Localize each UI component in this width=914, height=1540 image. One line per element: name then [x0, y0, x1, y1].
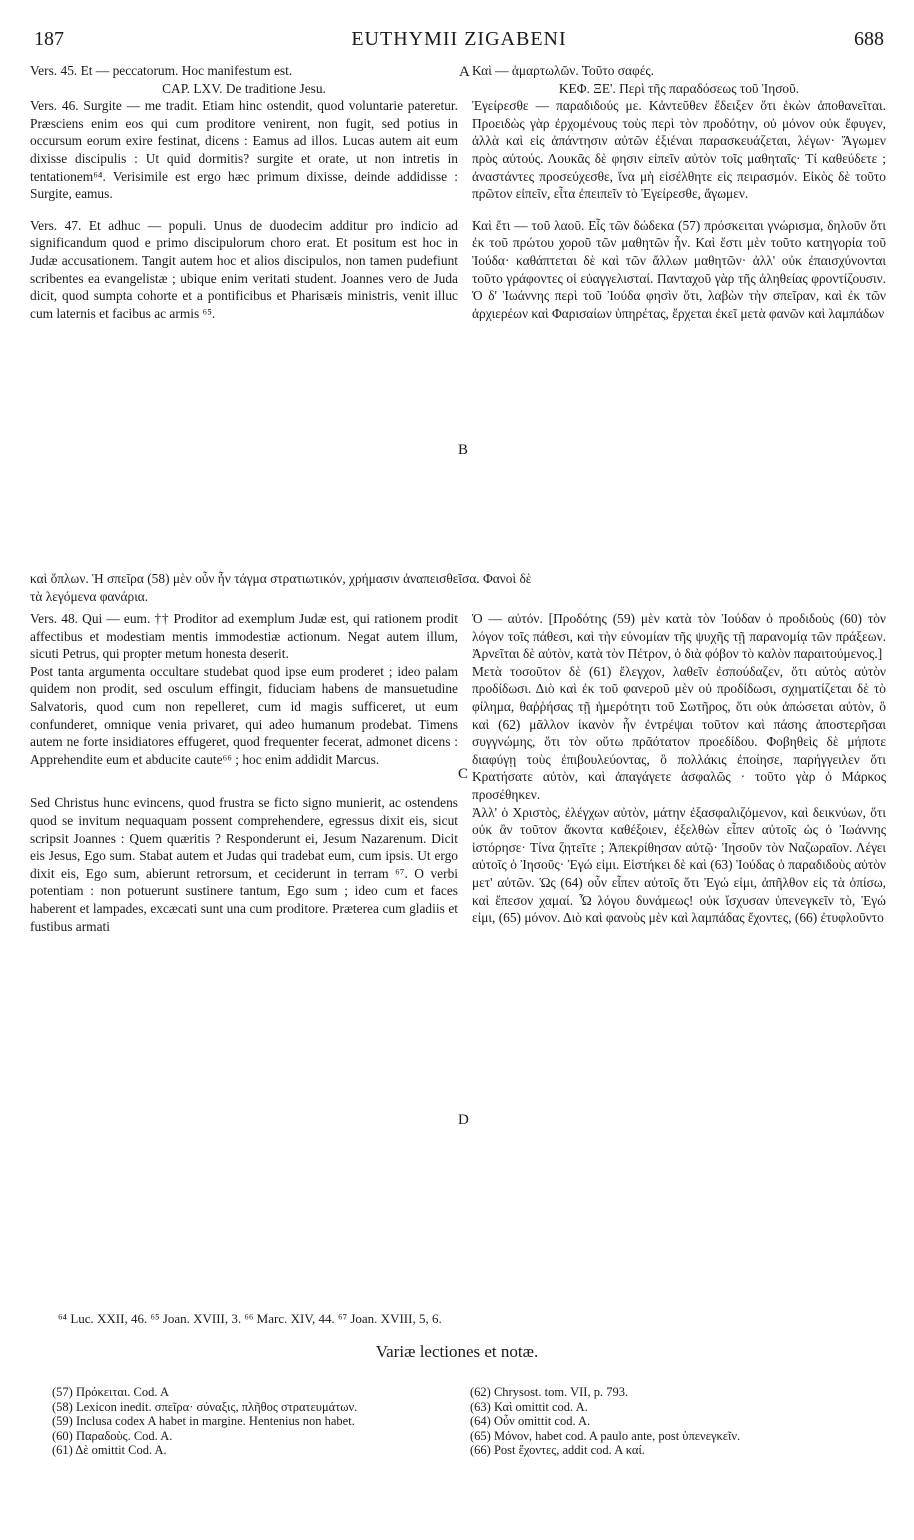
margin-marker-c: C — [458, 766, 469, 782]
spanning-line-2: τὰ λεγόμενα φανάρια. — [30, 589, 149, 604]
note-65: (65) Μόνον, habet cod. A paulo ante, post ὑπενεγκεῖν. — [470, 1428, 741, 1443]
page-number-right: 688 — [854, 28, 884, 50]
note-60: (60) Παραδοὺς. Cod. A. — [52, 1428, 173, 1443]
page-number-left: 187 — [34, 28, 64, 50]
latin-verse-48: Vers. 48. Qui — eum. †† Proditor ad exemplum Judæ est, qui rationem prodit affectibus et modestiam mentis immodestiæ actionum. Negat autem illum, sicuti Petrus, qui propter metum honesta deserit. — [30, 611, 458, 662]
latin-verse-45: Vers. 45. Et — peccatorum. Hoc manifestum est. — [30, 63, 293, 78]
latin-chapter-heading: CAP. LXV. De traditione Jesu. — [162, 80, 326, 96]
greek-verse-48: Ὁ — αὐτόν. [Προδότης (59) μὲν κατὰ τὸν Ἰούδαν ὁ προδιδοὺς (60) τὸν λόγον τοῖς πάθεσι, καὶ τὴν εὐνομίαν τῆς ψυχῆς τῇ παρανομίᾳ τῶν πράξεων. Ἀρνεῖται δὲ αὐτὸν, κατὰ τὸν Πέτρον, ὁ διὰ φόβον τὸ καλὸν παραιτούμενος.] — [472, 611, 886, 662]
greek-all-o-christos: Ἀλλ' ὁ Χριστὸς, ἐλέγχων αὐτὸν, μάτην ἐξασφαλιζόμενον, καὶ δεικνύων, ὅτι οὐκ ἂν τοῦτον ἄκοντα καθέξοιεν, ἐξελθὼν εἶπεν αὐτοῖς ὡς ὁ Ἰωάννης ἱστόρησε· Τίνα ζητεῖτε ; Ἀπεκρίθησαν αὐτῷ· Ἰησοῦν τὸν Ναζωραῖον. Λέγει αὐτοῖς ὁ Ἰησοῦς· Ἐγώ εἰμι. Εἱστήκει δὲ καὶ (63) Ἰούδας ὁ παραδιδοὺς αὐτὸν μετ' αὐτῶν. Ὡς (64) οὖν εἶπεν αὐτοῖς ὅτι Ἐγώ εἰμι, ἀπῆλθον εἰς τὰ ὀπίσω, καὶ ἔπεσον χαμαί. Ὦ λόγου δυνάμεως! οὐκ ἴσχυσαν ὑπενεγκεῖν τὸ, Ἐγώ εἰμι, (65) μόνον. Διὸ καὶ φανοὺς μὲν καὶ λαμπάδας ἔχοντες, (66) ἐτυφλοῦντο — [472, 804, 886, 926]
latin-post-tanta: Post tanta argumenta occultare studebat quod ipse eum proderet ; ideo palam quidem non prodit, sed osculum effingit, fiduciam habens de mansuetudine Salvatoris, quod cum non repelleret, cum id magis sufficeret, ut eum confunderet, omnique venia privaret, qui adeo humanum prodebat. Timens autem ne forte insidiatores effugeret, quod frequenter fecerat, admonet dicens : Apprehendite eum et abducite caute⁶⁶ ; hoc enim addidit Marcus. — [30, 663, 458, 767]
greek-meta-tosouton: Μετὰ τοσοῦτον δὲ (61) ἔλεγχον, λαθεῖν ἐσπούδαζεν, ὅτι αὐτὸς αὐτὸν προδίδωσι. Διὸ καὶ ἐκ τοῦ φανεροῦ μὲν οὐ προδίδωσι, σχηματίζεται δὲ τὸ φίλημα, θαῤῥήσας τῇ ἡμερότητι τοῦ Σωτῆρος, ὅτι οὐκ ἀπώσεται αὐτὸν, ὃ καὶ (62) μᾶλλον ἱκανὸν ἦν ἐντρέψαι τοῦτον καὶ πάσης ἀποστερῆσαι συγγνώμης, ὅτι τὸν οὕτω πρᾶότατον προεδίδου. Φοβηθεὶς δὲ μήποτε διαφύγῃ τοὺς ἐπιβουλεύοντας, ὃ πολλάκις ἐποίησε, παρήγγειλεν ὅτι Κρατήσατε αὐτὸν, καὶ ἀπαγάγετε ἀσφαλῶς · τοῦτο γὰρ ὁ Μάρκος προσέθηκεν. — [472, 663, 886, 802]
scripture-footnotes: ⁶⁴ Luc. XXII, 46. ⁶⁵ Joan. XVIII, 3. ⁶⁶ Marc. XIV, 44. ⁶⁷ Joan. XVIII, 5, 6. — [58, 1311, 442, 1326]
greek-verse-45: Καὶ — ἁμαρτωλῶν. Τοῦτο σαφές. — [472, 63, 655, 78]
greek-chapter-heading: ΚΕΦ. ΞΕ'. Περὶ τῆς παραδόσεως τοῦ Ἰησοῦ. — [558, 80, 800, 96]
margin-marker-b: B — [458, 442, 469, 458]
page-title: EUTHYMII ZIGABENI — [351, 28, 567, 50]
greek-column-lower — [472, 610, 886, 927]
greek-column — [472, 62, 886, 322]
latin-verse-46: Vers. 46. Surgite — me tradit. Etiam hinc ostendit, quod voluntarie pateretur. Præsciens enim eos qui cum proditore venirent, non fugit, sed potius in occursum eorum exire festinat, dicens : Eamus ad illos. Lucas autem ait eum dixisse discipulis : Ut quid dormitis? surgite et orate, ut non intretis in tentationem⁶⁴. Verisimile est ergo hæc primum dixisse, deinde addidisse : Surgite, eamus. — [30, 98, 458, 202]
varia-lectiones-heading: Variæ lectiones et notæ. — [375, 1342, 539, 1361]
notes-right-column — [470, 1385, 890, 1458]
greek-verse-47: Καὶ ἔτι — τοῦ λαοῦ. Εἷς τῶν δώδεκα (57) πρόσκειται γνώρισμα, δηλοῦν ὅτι ἐκ τοῦ πρώτου χοροῦ τῶν μαθητῶν ἦν. Καὶ ἔστι μὲν τοῦτο κατηγορία τοῦ Ἰούδα· καθάπτεται δὲ καὶ τῶν ἄλλων μαθητῶν· ἀλλ' οὐκ ἐπαισχύνονται τοῦτο γράφοντες οἱ εὐαγγελισταί. Πανταχοῦ γὰρ τῆς ἀληθείας φροντίζουσιν. Ὁ δ' Ἰωάννης περὶ τοῦ Ἰούδα φησὶν ὅτι, λαβὼν τὴν σπεῖραν, καὶ ἐκ τῶν ἀρχιερέων καὶ Φαρισαίων ὑπηρέτας, ἔρχεται ἐκεῖ μετὰ φανῶν καὶ λαμπάδων — [472, 217, 886, 321]
margin-marker-a: A — [459, 64, 470, 80]
latin-sed-christus: Sed Christus hunc evincens, quod frustra se ficto signo munierit, ac ostendens quod se invitum nequaquam possent comprehendere, egressus dixit eis, sicut scripsit Joannes : Quem quæritis ? Responderunt ei, Jesum Nazarenum. Dicit eis Jesus, Ego sum. Stabat autem et Judas qui tradebat eum, cum ipsis. Ut ergo dixit eis, Ego sum, abierunt retrorsum, et ceciderunt in terram ⁶⁷. O verbi potentiam : non potuerunt sustinere tantum, Ego sum ; ideo cum et faces haberent et lampades, excæcati sunt una cum proditore. Præterea cum gladiis et fustibus armati — [30, 795, 458, 934]
note-61: (61) Δὲ omittit Cod. A. — [52, 1443, 167, 1458]
latin-verse-47: Vers. 47. Et adhuc — populi. Unus de duodecim additur pro indicio ad significandum quod e primo discipulorum choro erat. Et positum est hoc in Judæ accusationem. Tangit autem hoc et alios discipulos, non tamen pudefiunt scribentes ea evangelistæ ; ubique enim veritati student. Joannes vero de Juda dicit, quod sumpta cohorte et a pontificibus et Pharisæis ministris, venit illuc cum laternis et facibus ac armis ⁶⁵. — [30, 217, 458, 321]
note-57: (57) Πρόκειται. Cod. A — [52, 1385, 169, 1399]
greek-verse-46: Ἐγείρεσθε — παραδιδούς με. Κἀντεῦθεν ἔδειξεν ὅτι ἑκὼν ἀποθανεῖται. Προειδὼς γὰρ ἐρχομένους τοὺς περὶ τὸν προδότην, οὐ μόνον οὐκ ἔφυγεν, ἀλλὰ καὶ εἰς ἀπάντησιν αὐτῶν ἐξιέναι παρασκευάζεται, λέγων· Ἄγωμεν πρὸς αὐτούς. Λουκᾶς δὲ φησιν εἰπεῖν αὐτὸν τοῖς μαθηταῖς· Τί καθεύδετε ; ἀναστάντες προσεύχεσθε, ἵνα μὴ εἰσέλθητε εἰς πειρασμόν. Εἰκὸς δὲ τοῦτο πρῶτον εἰπεῖν, εἶτα ἐπειπεῖν τὸ Ἐγείρεσθε, ἄγωμεν. — [472, 98, 886, 202]
note-58: (58) Lexicon inedit. σπεῖρα· σύναξις, πλῆθος στρατευμάτων. — [52, 1399, 358, 1414]
running-header — [34, 28, 884, 54]
note-64: (64) Οὖν omittit cod. A. — [470, 1414, 591, 1429]
spanning-line-1: καὶ ὅπλων. Ἡ σπεῖρα (58) μὲν οὖν ἦν τάγμα στρατιωτικόν, χρήμασιν ἀναπεισθεῖσα. Φανοὶ δὲ — [30, 571, 532, 586]
note-59: (59) Inclusa codex A habet in margine. Hentenius non habet. — [52, 1414, 355, 1429]
latin-column-lower — [30, 610, 458, 935]
notes-left-column — [52, 1385, 452, 1458]
margin-marker-d: D — [458, 1112, 469, 1128]
note-63: (63) Καὶ omittit cod. A. — [470, 1399, 588, 1414]
note-62: (62) Chrysost. tom. VII, p. 793. — [470, 1385, 629, 1399]
latin-column — [30, 62, 458, 322]
note-66: (66) Post ἔχοντες, addit cod. A καί. — [470, 1443, 645, 1458]
